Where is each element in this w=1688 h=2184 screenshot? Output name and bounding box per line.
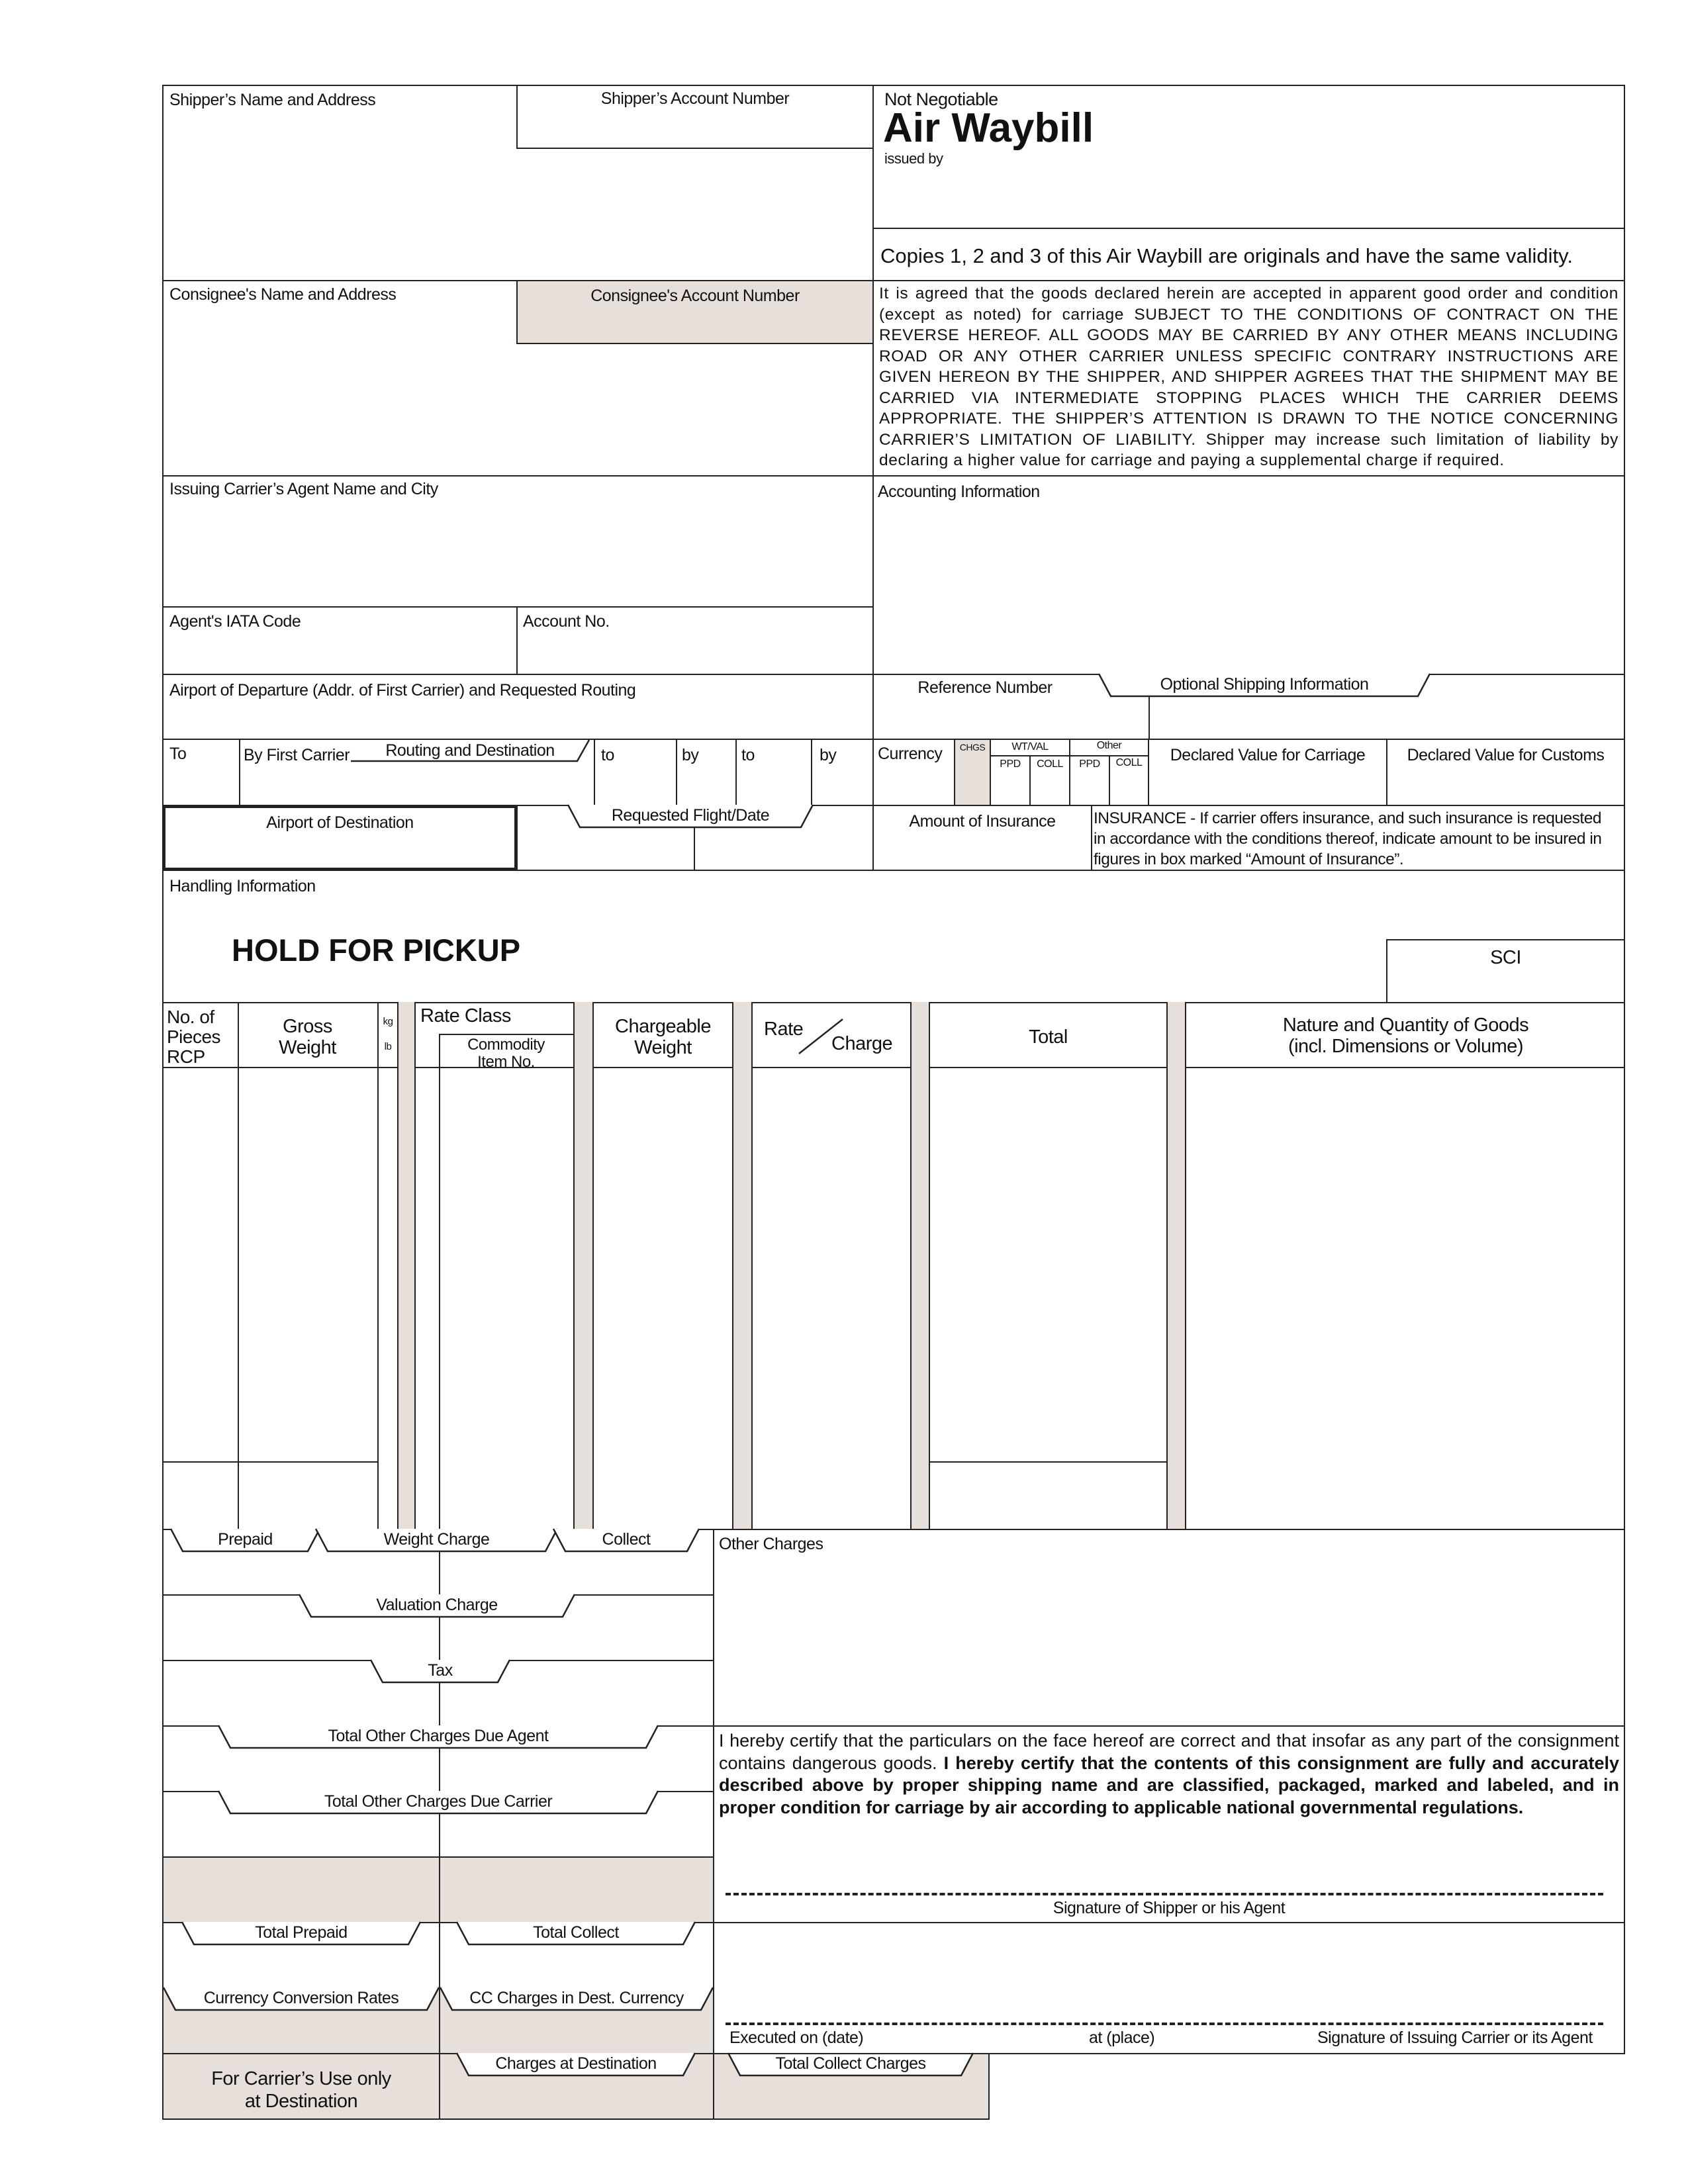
charge-label: Charge [831, 1033, 893, 1054]
nature-goods-label-1: Nature and Quantity of Goods [1282, 1015, 1529, 1036]
tax-label: Tax [428, 1661, 453, 1680]
rate-table-col-2 [377, 1002, 379, 1530]
total-other-carrier-tab [218, 1791, 658, 1815]
gross-weight-label-2: Weight [279, 1037, 336, 1058]
rate-table-bar-5 [1166, 1002, 1186, 1530]
pieces-total-rule [162, 1461, 377, 1463]
shipper-name-address-label: Shipper’s Name and Address [169, 91, 376, 109]
at-place-label: at (place) [1089, 2028, 1155, 2047]
signature-carrier-label: Signature of Issuing Carrier or its Agent [1317, 2028, 1593, 2047]
no-pieces-label-2: Pieces [167, 1026, 221, 1047]
by-first-carrier-label: By First Carrier [244, 746, 350, 764]
collect-tab [553, 1529, 699, 1553]
shipper-signature-line[interactable] [726, 1893, 1603, 1895]
signature-shipper-label: Signature of Shipper or his Agent [1053, 1899, 1286, 1917]
certification-text [719, 1730, 1619, 1819]
amount-insurance-label: Amount of Insurance [909, 812, 1056, 831]
total-collect-charges-tab [728, 2053, 973, 2077]
gross-weight-label-1: Gross [283, 1016, 332, 1037]
copies-note: Copies 1, 2 and 3 of this Air Waybill are originals and have the same validity. [880, 244, 1573, 267]
airport-departure-label: Airport of Departure (Addr. of First Carrier) and Requested Routing [169, 681, 636, 700]
declared-value-customs-label: Declared Value for Customs [1407, 746, 1605, 764]
total-collect-charges-label: Total Collect Charges [775, 2054, 926, 2073]
other-coll-label: COLL [1115, 757, 1143, 768]
accounting-information-label: Accounting Information [878, 482, 1040, 501]
weight-charge-tab [316, 1529, 557, 1553]
total-collect-label: Total Collect [533, 1923, 619, 1942]
currency-conversion-label: Currency Conversion Rates [203, 1989, 399, 2007]
rate-table-col-3 [439, 1034, 440, 1530]
prepaid-tab [171, 1529, 320, 1553]
conditions-of-contract: It is agreed that the goods declared herein are accepted in apparent good order and condition (except as noted) for carriage SUBJECT TO THE CONDITIONS OF CONTRACT ON THE REVERSE HEREOF. ALL GOODS MAY BE CARRIED BY ANY OTHER MEANS INCLUDING ROAD OR ANY OTHER CARRIER UNLESS SPECIFIC CONTRARY INSTRUCTIONS ARE GIVEN HEREON BY THE SHIPPER, AND SHIPPER AGREES THAT THE SHIPMENT MAY BE CARRIED VIA INTERMEDIATE STOPPING PLACES WHICH THE CARRIER DEEMS APPROPRIATE. THE SHIPPER’S ATTENTION IS DRAWN TO THE NOTICE CONCERNING CARRIER’S LIMITATION OF LIABILITY. Shipper may increase such limitation of liability by declaring a higher value for carriage and paying a supplemental charge if required. [879, 285, 1618, 469]
shipper-account-number-label: Shipper’s Account Number [600, 89, 790, 108]
to-2-label: to [601, 746, 614, 764]
insurance-note-line-1: INSURANCE - If carrier offers insurance, and such insurance is requested [1094, 809, 1601, 827]
nature-goods-label-2: (incl. Dimensions or Volume) [1288, 1036, 1524, 1057]
sci-label: SCI [1490, 947, 1521, 968]
by-3-label: by [820, 746, 837, 764]
reference-number-label: Reference Number [917, 678, 1053, 697]
insurance-note-line-3: figures in box marked “Amount of Insurance”. [1094, 850, 1404, 868]
rate-label: Rate [764, 1019, 804, 1040]
weight-charge-label: Weight Charge [383, 1530, 490, 1549]
handling-information-label: Handling Information [169, 877, 316, 895]
rate-table-bar-3 [732, 1002, 753, 1530]
issued-by-label: issued by [884, 150, 943, 167]
rate-table-bar-2 [573, 1002, 594, 1530]
wt-val-ppd-label: PPD [1000, 758, 1021, 770]
by-2-label: by [682, 746, 699, 764]
optional-shipping-info-tab [1099, 674, 1430, 698]
other-label: Other [1096, 740, 1122, 751]
account-no-label: Account No. [523, 612, 610, 631]
charges-destination-tab [457, 2053, 695, 2077]
form-title: Air Waybill [883, 105, 1094, 151]
no-pieces-label-3: RCP [167, 1046, 205, 1067]
handling-information-value: HOLD FOR PICKUP [232, 933, 521, 968]
chgs-label: CHGS [959, 742, 986, 752]
optional-shipping-info-label: Optional Shipping Information [1160, 675, 1369, 694]
prepaid-label: Prepaid [218, 1530, 273, 1549]
total-other-agent-label: Total Other Charges Due Agent [328, 1727, 549, 1745]
requested-flight-tab [568, 805, 813, 829]
executed-on-label: Executed on (date) [729, 2028, 864, 2047]
rate-class-label: Rate Class [420, 1005, 511, 1026]
valuation-charge-label: Valuation Charge [376, 1596, 498, 1614]
rate-table-bar-4 [910, 1002, 930, 1530]
other-charges-label: Other Charges [719, 1535, 823, 1553]
chargeable-weight-label-1: Chargeable [615, 1016, 711, 1037]
certification-bold: I hereby certify that the contents of this consignment are fully and accurately described above by proper shipping name and are classified, packaged, marked and labeled, and in proper condition for carriage by air according to applicable national governmental regulations. [719, 1752, 1619, 1817]
total-other-agent-tab [218, 1725, 658, 1749]
total-total-rule [930, 1461, 1166, 1463]
to-3-label: to [741, 746, 755, 764]
routing-destination-tab [351, 740, 589, 764]
charges-destination-label: Charges at Destination [495, 2054, 657, 2073]
total-prepaid-tab [182, 1922, 420, 1946]
rate-table [162, 1002, 1625, 1530]
total-other-carrier-label: Total Other Charges Due Carrier [324, 1792, 553, 1811]
total-collect-tab [457, 1922, 695, 1946]
airport-destination-label: Airport of Destination [266, 813, 414, 832]
rate-table-col-1 [238, 1002, 239, 1530]
certification-plain: I hereby certify that the particulars on the face hereof are correct and that insofar as any part of the consignment contains dangerous goods. [719, 1731, 1619, 1773]
chargeable-weight-label-2: Weight [634, 1037, 692, 1058]
carrier-signature-line[interactable] [726, 2023, 1603, 2025]
commodity-label-2: Item No. [477, 1053, 535, 1071]
cc-charges-label: CC Charges in Dest. Currency [469, 1989, 684, 2007]
routing-destination-label: Routing and Destination [385, 741, 555, 760]
carrier-use-label-1: For Carrier’s Use only [211, 2068, 391, 2089]
currency-conversion-tab [164, 1987, 439, 2011]
kg-label: kg [383, 1016, 393, 1027]
shaded-prepaid-box [162, 1856, 440, 1923]
collect-label: Collect [602, 1530, 651, 1549]
insurance-note-line-2: in accordance with the conditions thereof, indicate amount to be insured in [1094, 830, 1602, 848]
cc-charges-tab [440, 1987, 713, 2011]
not-negotiable-label: Not Negotiable [884, 89, 998, 109]
rate-table-bar-1 [397, 1002, 416, 1530]
consignee-account-number-label: Consignee's Account Number [590, 287, 800, 305]
other-charges-box[interactable] [713, 1529, 1625, 1727]
agent-iata-code-label: Agent's IATA Code [169, 612, 301, 631]
no-pieces-label-1: No. of [167, 1007, 214, 1027]
accounting-information-box[interactable] [872, 475, 1625, 675]
total-prepaid-label: Total Prepaid [255, 1923, 348, 1942]
commodity-rule [439, 1034, 573, 1035]
carrier-use-label-2: at Destination [244, 2091, 358, 2112]
declared-value-carriage-label: Declared Value for Carriage [1170, 746, 1366, 764]
lb-label: lb [384, 1041, 392, 1052]
commodity-label-1: Commodity [467, 1036, 545, 1054]
to-label: To [169, 745, 187, 763]
issuing-agent-label: Issuing Carrier’s Agent Name and City [169, 480, 438, 498]
wt-val-label: WT/VAL [1011, 741, 1049, 752]
wt-val-coll-label: COLL [1037, 758, 1063, 770]
other-ppd-label: PPD [1079, 758, 1100, 770]
rate-table-header-rule [162, 1067, 1625, 1068]
tax-tab [371, 1660, 510, 1684]
requested-flight-label: Requested Flight/Date [611, 806, 770, 825]
shaded-collect-box [439, 1856, 714, 1923]
currency-label: Currency [878, 745, 943, 763]
valuation-charge-tab [299, 1594, 575, 1618]
consignee-name-address-label: Consignee's Name and Address [169, 285, 397, 304]
total-label: Total [1029, 1026, 1068, 1048]
